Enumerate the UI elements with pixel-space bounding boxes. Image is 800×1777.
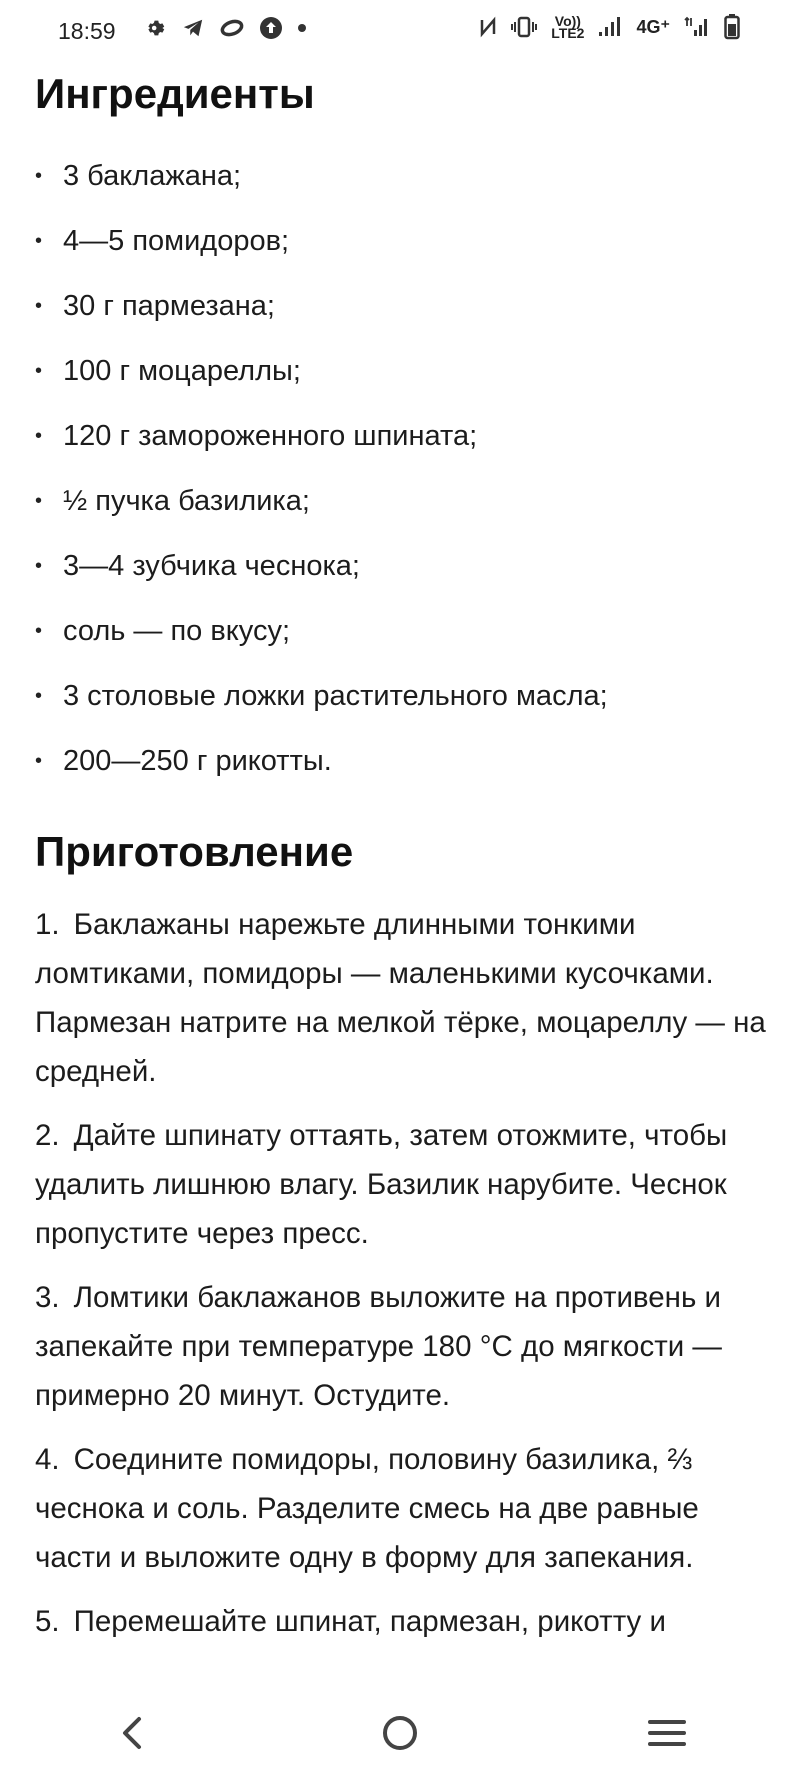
volte-icon: Vo)) LTE2 (551, 13, 585, 41)
back-button[interactable] (73, 1688, 193, 1777)
ingredient-text: 4—5 помидоров; (63, 225, 290, 257)
step-item (35, 1273, 775, 1420)
dot-icon (297, 23, 307, 33)
list-item (35, 534, 608, 599)
list-item (35, 469, 608, 534)
step-item (35, 1435, 775, 1582)
ingredient-text: 3—4 зубчика чеснока; (63, 550, 360, 582)
list-item (35, 339, 608, 404)
vibrate-icon (511, 16, 537, 38)
upload-icon (259, 16, 283, 40)
ingredient-text: ½ пучка базилика; (63, 485, 310, 517)
step-number: 5. (35, 1605, 60, 1638)
bullet-icon: • (35, 165, 43, 187)
article-content[interactable] (0, 64, 800, 1688)
recents-button[interactable] (607, 1688, 727, 1777)
step-number: 2. (35, 1119, 60, 1152)
ingredient-text: 3 столовые ложки растительного масла; (63, 680, 608, 712)
step-item (35, 900, 775, 1096)
battery-icon (724, 14, 740, 40)
ingredient-text: 100 г моцареллы; (63, 355, 301, 387)
step-number: 1. (35, 908, 60, 941)
ingredients-list (35, 144, 608, 794)
navigation-bar (0, 1688, 800, 1777)
bullet-icon: • (35, 620, 43, 642)
step-number: 3. (35, 1281, 60, 1314)
step-text: Дайте шпинату оттаять, затем отожмите, чтобы удалить лишнюю влагу. Базилик нарубите. Чеснок пропустите через пресс. (35, 1119, 728, 1250)
ingredient-text: соль — по вкусу; (63, 615, 291, 647)
step-item (35, 1597, 775, 1646)
step-text: Баклажаны нарежьте длинными тонкими ломтиками, помидоры — маленькими кусочками. Пармезан натрите на мелкой тёрке, моцареллу — на средней. (35, 908, 766, 1088)
telegram-icon (181, 17, 205, 39)
step-text: Ломтики баклажанов выложите на противень и запекайте при температуре 180 °C до мягкости — примерно 20 минут. Остудите. (35, 1281, 722, 1412)
ingredient-text: 3 баклажана; (63, 160, 242, 192)
bullet-icon: • (35, 360, 43, 382)
back-icon (113, 1713, 153, 1753)
list-item (35, 274, 608, 339)
ingredient-text: 120 г замороженного шпината; (63, 420, 478, 452)
bullet-icon: • (35, 750, 43, 772)
list-item (35, 599, 608, 664)
preparation-heading: Приготовление (35, 828, 354, 875)
list-item (35, 664, 608, 729)
ingredient-text: 30 г пармезана; (63, 290, 275, 322)
list-item (35, 729, 608, 794)
oval-icon (219, 18, 245, 38)
bullet-icon: • (35, 425, 43, 447)
signal2-icon (684, 16, 710, 38)
list-item (35, 404, 608, 469)
step-item (35, 1111, 775, 1258)
list-item (35, 209, 608, 274)
preparation-steps (35, 900, 775, 1661)
ingredients-heading: Ингредиенты (35, 70, 315, 117)
bullet-icon: • (35, 490, 43, 512)
bullet-icon: • (35, 685, 43, 707)
status-bar (0, 0, 800, 64)
bullet-icon: • (35, 295, 43, 317)
status-time: 18:59 (58, 18, 116, 44)
nfc-icon (479, 16, 497, 38)
step-number: 4. (35, 1443, 60, 1476)
list-item (35, 144, 608, 209)
settings-icon (145, 17, 167, 39)
bullet-icon: • (35, 230, 43, 252)
status-icons-right (479, 14, 740, 40)
home-icon (380, 1713, 420, 1753)
menu-icon (647, 1713, 687, 1753)
ingredient-text: 200—250 г рикотты. (63, 745, 332, 777)
step-text: Перемешайте шпинат, пармезан, рикотту и (73, 1605, 666, 1638)
signal-icon (598, 16, 622, 38)
step-text: Соедините помидоры, половину базилика, ⅔ чеснока и соль. Разделите смесь на две равные части и выложите одну в форму для запекания. (35, 1443, 699, 1574)
network-label: 4G⁺ (636, 16, 670, 37)
status-icons-left (145, 16, 307, 40)
home-button[interactable] (340, 1688, 460, 1777)
bullet-icon: • (35, 555, 43, 577)
